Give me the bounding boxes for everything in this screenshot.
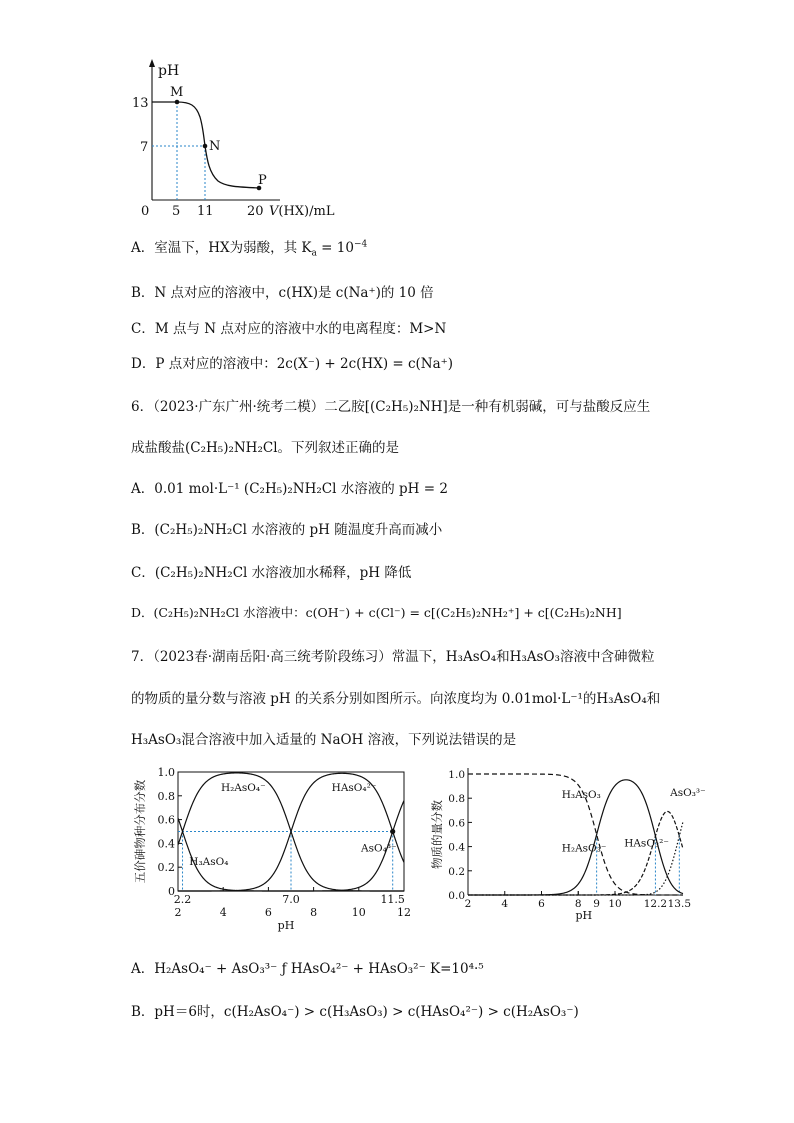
chart2-xtick-label: 13.5 [667,898,692,910]
chart1-series-label: H₂AsO₄⁻ [220,782,266,795]
fig1-xtick-20: 20 [247,204,264,219]
chart2-xtick-label: 6 [538,898,545,910]
fig1-xtick-0: 0 [141,204,150,219]
chart2-ytick-label: 0.4 [448,841,465,854]
chart2-xtick-label: 8 [574,898,582,910]
chart1-xtick-label: 12 [397,906,411,919]
chart2-ytick-label: 0.8 [448,793,465,806]
q5-option-b: B．N 点对应的溶液中，c(HX)是 c(Na⁺)的 10 倍 [131,285,434,301]
chart1-ytick-label: 1.0 [157,766,175,779]
fig1-xlabel: V(HX)/mL [269,204,335,219]
q5-option-a: A．室温下，HX为弱酸，其 $K_a = 10^{-4}$ [131,239,368,259]
chart2-series-line [468,822,683,895]
arsenic-acid-distribution-chart [130,760,415,935]
chart1-xtick-label: 4 [219,906,227,919]
chart2-series-label: H₂AsO₃⁻ [561,842,607,855]
chart2-xtick-label: 10 [608,898,622,910]
chart2-xtick-label: 2 [464,898,472,910]
arsenous-acid-distribution-chart [428,762,706,927]
chart1-ytick-label: 0 [168,885,175,898]
fig1-label-m: M [170,85,184,100]
chart1-ylabel: 五价砷物种分布分数 [133,779,147,884]
chart2-xtick-label: 4 [501,898,509,910]
chart1-ytick-label: 0.4 [157,837,175,851]
chart1-xlabel: pH [277,919,295,932]
chart1-xtick-label: 10 [351,906,366,919]
q6-option-c: C．(C₂H₅)₂NH₂Cl 水溶液加水稀释，pH 降低 [131,565,412,581]
q7-option-a: A．H₂AsO₄⁻ + AsO₃³⁻ ƒ HAsO₄²⁻ + HAsO₃²⁻ K=10⁴·⁵ [131,961,484,977]
q6-option-b: B．(C₂H₅)₂NH₂Cl 水溶液的 pH 随温度升高而减小 [131,522,443,538]
chart1-series-label: AsO₄³⁻ [361,842,397,855]
fig1-y-arrow [149,59,155,67]
titration-figure [130,55,360,225]
q5-option-c: C．M 点与 N 点对应的溶液中水的电离程度：M>N [131,321,447,337]
chart2-ylabel: 物质的量分数 [430,800,444,869]
fig1-ylabel: pH [158,63,180,79]
chart2-xtick-label: 12.2 [643,898,668,910]
chart1-pka-tick-label: 7.0 [282,893,300,906]
q7-option-b: B．pH＝6时，c(H₂AsO₄⁻) > c(H₃AsO₃) > c(HAsO₄²⁻) > c(H₂AsO₃⁻) [131,1004,579,1020]
fig1-xtick-5: 5 [172,204,181,219]
chart2-ytick-label: 1.0 [448,769,465,781]
chart2-ytick-label: 0.6 [448,817,465,830]
chart1-pka-tick-label: 2.2 [173,893,192,906]
q5-option-d: D．P 点对应的溶液中：2c(X⁻) + 2c(HX) = c(Na⁺) [131,356,454,372]
q6-stem-line2: 成盐酸盐(C₂H₅)₂NH₂Cl。下列叙述正确的是 [131,440,400,456]
q6-option-d: D．(C₂H₅)₂NH₂Cl 水溶液中：c(OH⁻) + c(Cl⁻) = c[(C₂H₅)₂NH₂⁺] + c[(C₂H₅)₂NH] [131,605,622,620]
chart1-series-label: HAsO₄²⁻ [331,782,377,795]
chart2-series-label: HAsO₃²⁻ [624,837,669,850]
chart1-xtick-label: 6 [264,906,272,919]
fig1-label-p: P [258,173,267,188]
chart1-ytick-label: 0.8 [157,789,175,803]
fig1-point-n [203,144,208,149]
fig1-xtick-11: 11 [197,204,214,219]
fig1-ytick-7: 7 [140,140,149,155]
chart2-series-label: AsO₃³⁻ [670,786,706,799]
chart1-pka-tick-label: 11.5 [380,893,405,906]
chart1-xtick-label: 2 [174,906,182,919]
fig1-point-m [175,100,180,105]
fig1-label-n: N [209,139,221,154]
q6-option-a: A．0.01 mol·L⁻¹ (C₂H₅)₂NH₂Cl 水溶液的 pH = 2 [131,481,448,497]
chart2-ytick-label: 0.2 [448,865,465,878]
q6-stem-line1: 6．（2023·广东广州·统考二模）二乙胺[(C₂H₅)₂NH]是一种有机弱碱，可与盐酸反应生 [131,399,651,415]
chart1-ytick-label: 0.6 [157,813,175,827]
chart1-ytick-label: 0.2 [157,861,175,875]
q7-stem-line1: 7．（2023春·湖南岳阳·高三统考阶段练习）常温下，H₃AsO₄和H₃AsO₃溶液中含砷微粒 [131,649,655,665]
fig1-ytick-13: 13 [132,96,149,111]
chart1-xtick-label: 8 [310,906,318,919]
chart2-series-label: H₃AsO₃ [561,789,601,802]
chart1-series-label: H₃AsO₄ [189,855,229,868]
q7-stem-line3: H₃AsO₃混合溶液中加入适量的 NaOH 溶液，下列说法错误的是 [131,732,517,748]
chart2-xlabel: pH [575,909,593,922]
chart2-ytick-label: 0.0 [448,890,465,902]
q7-stem-line2: 的物质的量分数与溶液 pH 的关系分别如图所示。向浓度均为 0.01mol·L⁻¹的H₃AsO₄和 [131,691,661,707]
chart1-marked-point [390,829,395,834]
chart2-xtick-label: 9 [593,898,600,910]
